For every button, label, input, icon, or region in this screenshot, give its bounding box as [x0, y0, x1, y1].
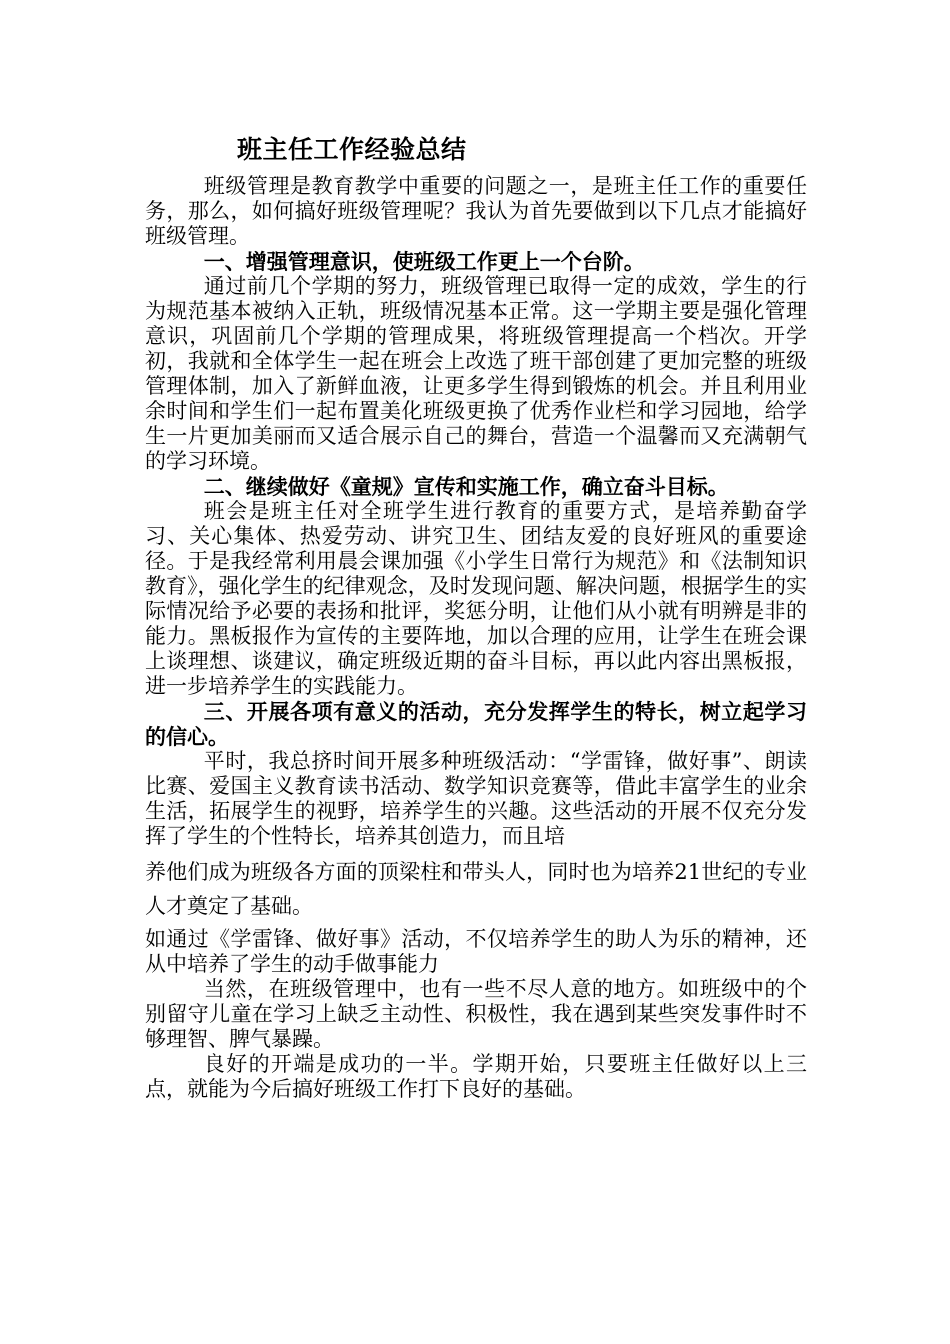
section-heading-3: 三、开展各项有意义的活动，充分发挥学生的特长，树立起学习的信心。	[145, 699, 807, 749]
intro-paragraph: 班级管理是教育教学中重要的问题之一，是班主任工作的重要任务，那么，如何搞好班级管理呢？我认为首先要做到以下几点才能搞好班级管理。	[145, 174, 807, 248]
conclusion-paragraph: 良好的开端是成功的一半。学期开始，只要班主任做好以上三点，就能为今后搞好班级工作打下良好的基础。	[145, 1052, 807, 1101]
section-2-paragraph: 班会是班主任对全班学生进行教育的重要方式，是培养勤奋学习、关心集体、热爱劳动、讲究卫生、团结友爱的良好班风的重要途径。于是我经常利用晨会课加强《小学生日常行为规范》和《法制知识教育》，强化学生的纪律观念，及时发现问题、解决问题，根据学生的实际情况给予必要的表扬和批评，奖惩分明，让他们从小就有明辨是非的能力。黑板报作为宣传的主要阵地，加以合理的应用，让学生在班会课上谈理想、谈建议，确定班级近期的奋斗目标，再以此内容出黑板报，进一步培养学生的实践能力。	[145, 499, 807, 698]
document-page	[145, 132, 807, 1102]
section-3-paragraph-part3: 如通过《学雷锋、做好事》活动，不仅培养学生的助人为乐的精神，还从中培养了学生的动手做事能力	[145, 927, 807, 976]
section-3-paragraph-part1: 平时，我总挤时间开展多种班级活动：“学雷锋，做好事”、朗读比赛、爱国主义教育读书活动、数学知识竞赛等，借此丰富学生的业余生活，拓展学生的视野，培养学生的兴趣。这些活动的开展不仅充分发挥了学生的个性特长，培养其创造力，而且培	[145, 749, 807, 848]
reflection-paragraph: 当然，在班级管理中，也有一些不尽人意的地方。如班级中的个别留守儿童在学习上缺乏主动性、积极性，我在遇到某些突发事件时不够理智、脾气暴躁。	[145, 977, 807, 1051]
section-heading-2: 二、继续做好《童规》宣传和实施工作，确立奋斗目标。	[203, 474, 729, 499]
document-title: 班主任工作经验总结	[237, 135, 467, 164]
section-3-paragraph-part2: 养他们成为班级各方面的顶梁柱和带头人，同时也为培养21世纪的专业人才奠定了基础。	[145, 860, 807, 918]
section-1-paragraph: 通过前几个学期的努力，班级管理已取得一定的成效，学生的行为规范基本被纳入正轨，班级情况基本正常。这一学期主要是强化管理意识，巩固前几个学期的管理成果，将班级管理提高一个档次。开学初，我就和全体学生一起在班会上改选了班干部创建了更加完整的班级管理体制，加入了新鲜血液，让更多学生得到锻炼的机会。并且利用业余时间和学生们一起布置美化班级更换了优秀作业栏和学习园地，给学生一片更加美丽而又适合展示自己的舞台，营造一个温馨而又充满朝气的学习环境。	[145, 274, 807, 473]
section-heading-1: 一、增强管理意识，使班级工作更上一个台阶。	[203, 249, 645, 274]
